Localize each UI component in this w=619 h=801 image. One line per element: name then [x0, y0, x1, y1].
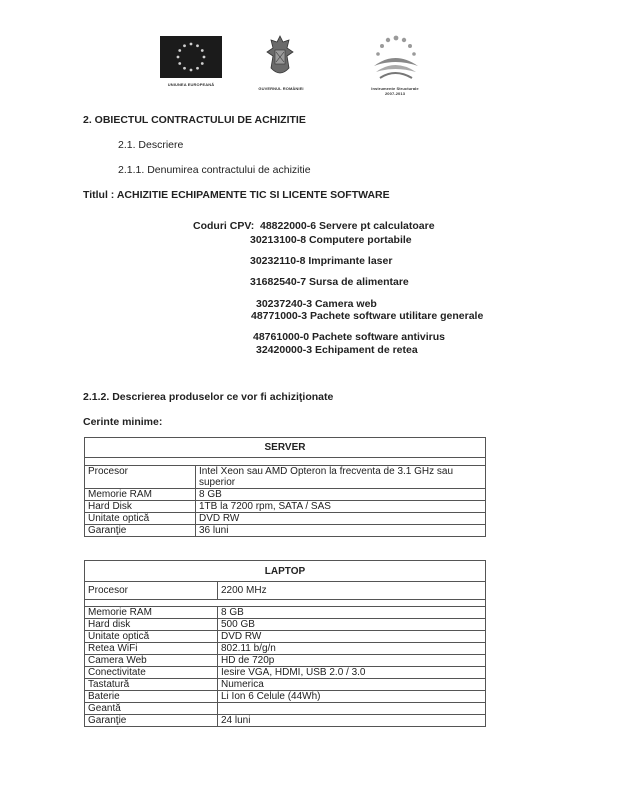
table-title-row	[85, 561, 486, 582]
minimum-requirements-label: Cerinte minime:	[83, 416, 163, 428]
eu-flag-logo	[160, 36, 222, 78]
eu-stars-icon	[160, 36, 222, 78]
table-row	[85, 489, 486, 501]
spec-value: DVD RW	[196, 513, 486, 525]
spec-value: 2200 MHz	[218, 582, 486, 600]
cpv-code: 30232110-8 Imprimante laser	[250, 255, 393, 267]
star-icon	[203, 56, 206, 59]
is-caption-1: Instrumente Structurale	[371, 86, 419, 91]
table-row	[85, 619, 486, 631]
table-row	[85, 501, 486, 513]
star-icon	[201, 49, 204, 52]
table-row	[85, 582, 486, 600]
star-icon	[183, 67, 186, 70]
laptop-table-title: LAPTOP	[85, 561, 486, 582]
spec-label: Hard disk	[85, 619, 218, 631]
is-caption-2: 2007-2013	[384, 91, 406, 96]
server-table-title: SERVER	[85, 438, 486, 458]
cpv-code: 30213100-8 Computere portabile	[250, 234, 412, 246]
star-icon	[196, 67, 199, 70]
spec-value: HD de 720p	[218, 655, 486, 667]
subsection-contract-name: 2.1.1. Denumirea contractului de achizitie	[118, 164, 311, 176]
instrumente-structurale-logo	[360, 28, 430, 88]
star-icon	[190, 43, 193, 46]
table-row	[85, 607, 486, 619]
table-row	[85, 703, 486, 715]
spec-value: DVD RW	[218, 631, 486, 643]
cpv-code: 48822000-6 Servere pt calculatoare	[260, 220, 435, 232]
eu-caption: UNIUNEA EUROPEANĂ	[167, 82, 215, 87]
spec-label: Tastatură	[85, 679, 218, 691]
spec-value	[218, 703, 486, 715]
table-row	[85, 643, 486, 655]
table-row	[85, 691, 486, 703]
spec-value: 8 GB	[196, 489, 486, 501]
server-spec-table	[84, 437, 486, 537]
table-row	[85, 466, 486, 489]
spec-label: Baterie	[85, 691, 218, 703]
spec-label: Memorie RAM	[85, 607, 218, 619]
table-row	[85, 513, 486, 525]
table-row	[85, 679, 486, 691]
spec-label: Hard Disk	[85, 501, 196, 513]
spec-label: Garanţie	[85, 715, 218, 727]
table-row	[85, 525, 486, 537]
table-title-row	[85, 438, 486, 458]
table-row	[85, 458, 486, 466]
star-icon	[201, 62, 204, 65]
spec-value: 1TB la 7200 rpm, SATA / SAS	[196, 501, 486, 513]
star-icon	[178, 62, 181, 65]
table-spacer-row	[85, 600, 486, 607]
star-icon	[177, 56, 180, 59]
cpv-label: Coduri CPV:	[193, 220, 255, 232]
spec-value: 802.11 b/g/n	[218, 643, 486, 655]
spec-label: Conectivitate	[85, 667, 218, 679]
spec-label: Procesor	[85, 582, 218, 600]
star-icon	[190, 69, 193, 72]
cpv-code: 32420000-3 Echipament de retea	[256, 344, 418, 356]
spec-label: Procesor	[85, 466, 196, 489]
table-row	[85, 715, 486, 727]
spec-value: Intel Xeon sau AMD Opteron la frecventa de 3.1 GHz sau superior	[196, 466, 486, 489]
table-row	[85, 667, 486, 679]
spec-value: Numerica	[218, 679, 486, 691]
table-spacer-row	[85, 458, 486, 466]
spec-label: Unitate optică	[85, 513, 196, 525]
spec-label: Geantă	[85, 703, 218, 715]
subsection-description: 2.1. Descriere	[118, 139, 184, 151]
laptop-spec-table	[84, 560, 486, 727]
table-row	[85, 655, 486, 667]
contract-title: Titlul : ACHIZITIE ECHIPAMENTE TIC SI LICENTE SOFTWARE	[83, 189, 390, 201]
spec-value: 36 luni	[196, 525, 486, 537]
star-icon	[178, 49, 181, 52]
spec-label: Camera Web	[85, 655, 218, 667]
spec-value: 24 luni	[218, 715, 486, 727]
star-icon	[196, 44, 199, 47]
star-icon	[183, 44, 186, 47]
spec-label: Unitate optică	[85, 631, 218, 643]
cpv-code: 31682540-7 Sursa de alimentare	[250, 276, 409, 288]
cpv-code: 30237240-3 Camera web	[256, 298, 377, 310]
table-row	[85, 631, 486, 643]
spec-value: 8 GB	[218, 607, 486, 619]
romania-coat-of-arms-logo	[265, 34, 295, 84]
products-heading: 2.1.2. Descrierea produselor ce vor fi achiziţionate	[83, 391, 334, 403]
spec-value: Iesire VGA, HDMI, USB 2.0 / 3.0	[218, 667, 486, 679]
spec-label: Retea WiFi	[85, 643, 218, 655]
spec-value: 500 GB	[218, 619, 486, 631]
gov-caption: GUVERNUL ROMÂNIEI	[258, 86, 304, 91]
spec-value: Li Ion 6 Celule (44Wh)	[218, 691, 486, 703]
spec-label: Memorie RAM	[85, 489, 196, 501]
table-row	[85, 600, 486, 607]
spec-label: Garanţie	[85, 525, 196, 537]
cpv-code: 48771000-3 Pachete software utilitare generale	[251, 310, 484, 322]
cpv-code: 48761000-0 Pachete software antivirus	[253, 331, 446, 343]
section-heading: 2. OBIECTUL CONTRACTULUI DE ACHIZITIE	[83, 114, 306, 126]
